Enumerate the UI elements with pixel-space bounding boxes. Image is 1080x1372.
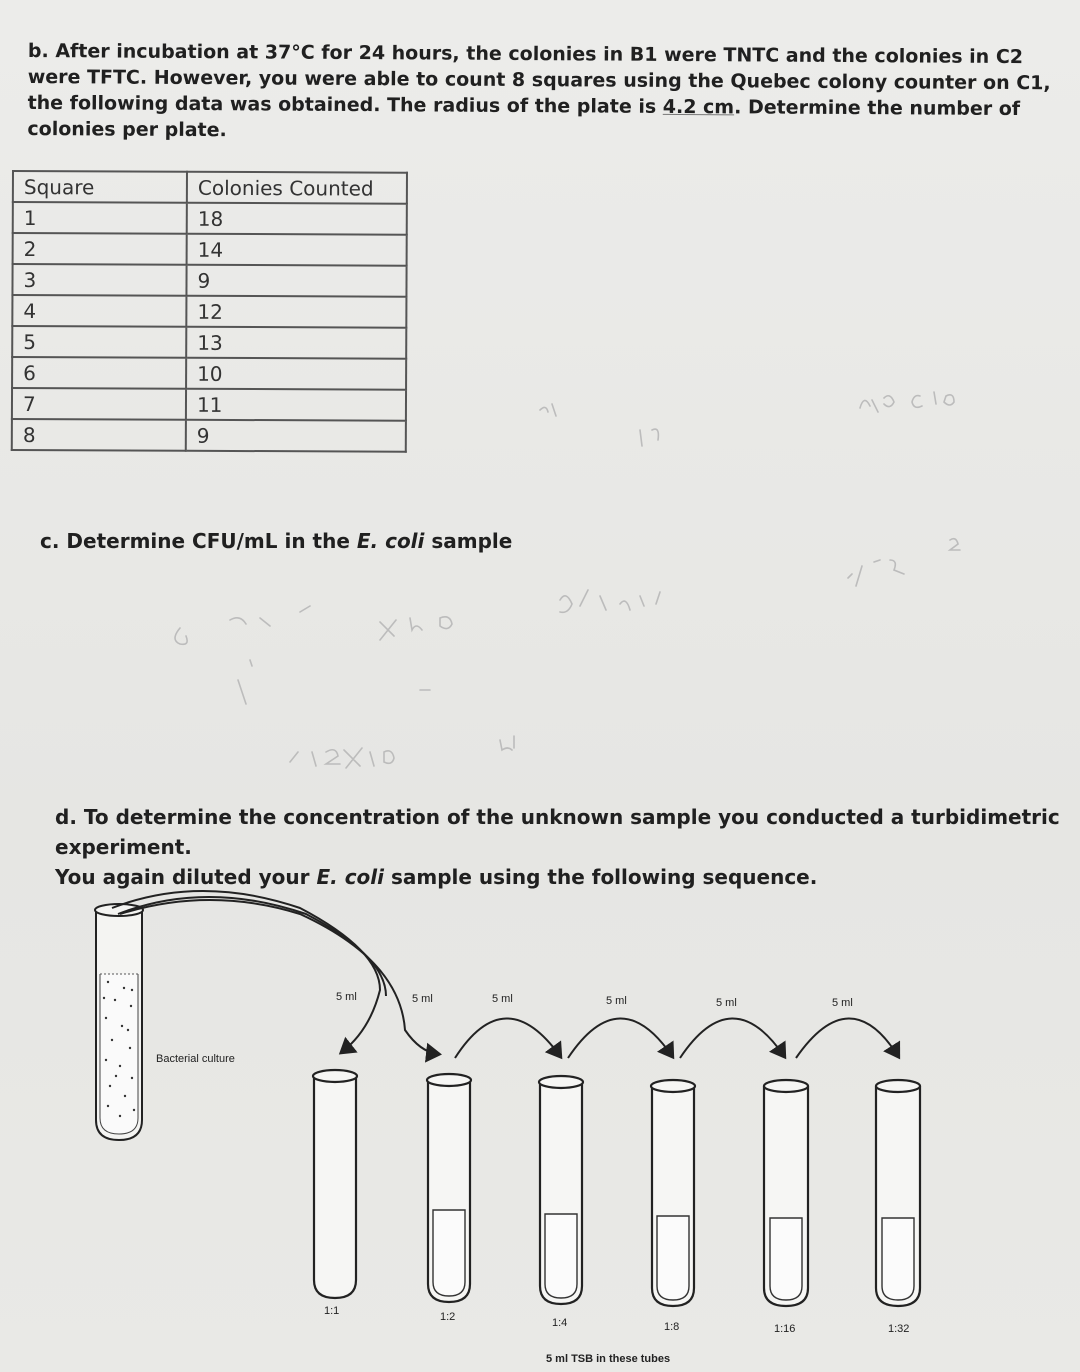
dilution-label: 1:8 [664, 1321, 680, 1333]
dilution-tube-5 [764, 1080, 808, 1306]
dilution-tube-3 [539, 1076, 583, 1304]
dilution-tube-1 [313, 1070, 357, 1298]
cell-colonies: 12 [186, 296, 406, 328]
transfer-arrow-outline [118, 897, 386, 996]
question-b-text-end: . Determine the number of colonies per plate. [27, 96, 1021, 142]
cell-colonies: 11 [186, 389, 406, 421]
dilution-tube-6 [876, 1080, 920, 1306]
cell-square: 6 [12, 357, 186, 389]
question-c [40, 528, 512, 554]
header-colonies-counted: Colonies Counted [187, 172, 407, 204]
transfer-arrow-3 [680, 1018, 784, 1058]
transfer-label: 5 ml [832, 997, 853, 1009]
cell-square: 5 [12, 326, 186, 358]
transfer-label: 5 ml [412, 993, 433, 1005]
transfer-label: 5 ml [716, 997, 737, 1009]
cell-square: 3 [12, 264, 186, 296]
cell-colonies: 14 [187, 234, 407, 266]
question-d-organism: E. coli [316, 865, 384, 889]
transfer-arrow-culture-tube2 [120, 900, 438, 1054]
question-d [55, 802, 1075, 892]
transfer-label: 5 ml [336, 991, 357, 1003]
question-b-text: b. After incubation at 37°C for 24 hours, the colonies in B1 were TNTC and the colonies in C2 were TFTC. However, you were able to count 8 squares using the Quebec colony counter on C1, the following data was obtained. The radius of the plate is [27, 39, 1051, 118]
culture-label: Bacterial culture [156, 1053, 235, 1065]
cell-colonies: 10 [186, 358, 406, 390]
transfer-arrow-2 [568, 1018, 672, 1058]
transfer-arrow-1 [455, 1018, 560, 1058]
cell-colonies: 9 [186, 420, 406, 452]
cell-square: 4 [12, 295, 186, 327]
cell-colonies: 13 [186, 327, 406, 359]
cell-square: 2 [13, 233, 187, 265]
culture-tube [95, 904, 143, 1140]
dilution-label: 1:4 [552, 1317, 568, 1329]
question-d-line1: d. To determine the concentration of the unknown sample you conducted a turbidimetric experiment. [55, 805, 1060, 859]
question-d-line2-text: You again diluted your [55, 865, 317, 889]
plate-radius: 4.2 cm [662, 95, 735, 119]
dilution-tube-4 [651, 1080, 695, 1306]
header-square: Square [13, 171, 187, 203]
cell-colonies: 9 [186, 265, 406, 297]
transfer-arrow-culture-tube1 [112, 891, 380, 1052]
dilution-tube-2 [427, 1074, 471, 1302]
dilution-label: 1:16 [774, 1323, 796, 1335]
cell-square: 7 [12, 388, 186, 420]
dilution-label: 1:1 [324, 1305, 340, 1317]
dilution-label: 1:2 [440, 1311, 456, 1323]
question-c-text: c. Determine CFU/mL in the [40, 529, 357, 553]
dilution-label: 1:32 [888, 1323, 910, 1335]
tsb-footnote: 5 ml TSB in these tubes [546, 1353, 671, 1365]
serial-dilution-diagram [0, 880, 1080, 1372]
transfer-label: 5 ml [606, 995, 627, 1007]
cell-colonies: 18 [187, 203, 407, 235]
question-d-line2-text-end: sample using the following sequence. [384, 865, 818, 889]
question-c-text-end: sample [424, 529, 513, 553]
transfer-arrow-4 [796, 1018, 898, 1058]
transfer-label: 5 ml [492, 993, 513, 1005]
cell-square: 8 [12, 419, 186, 451]
cell-square: 1 [13, 202, 187, 234]
question-c-organism: E. coli [356, 529, 425, 553]
